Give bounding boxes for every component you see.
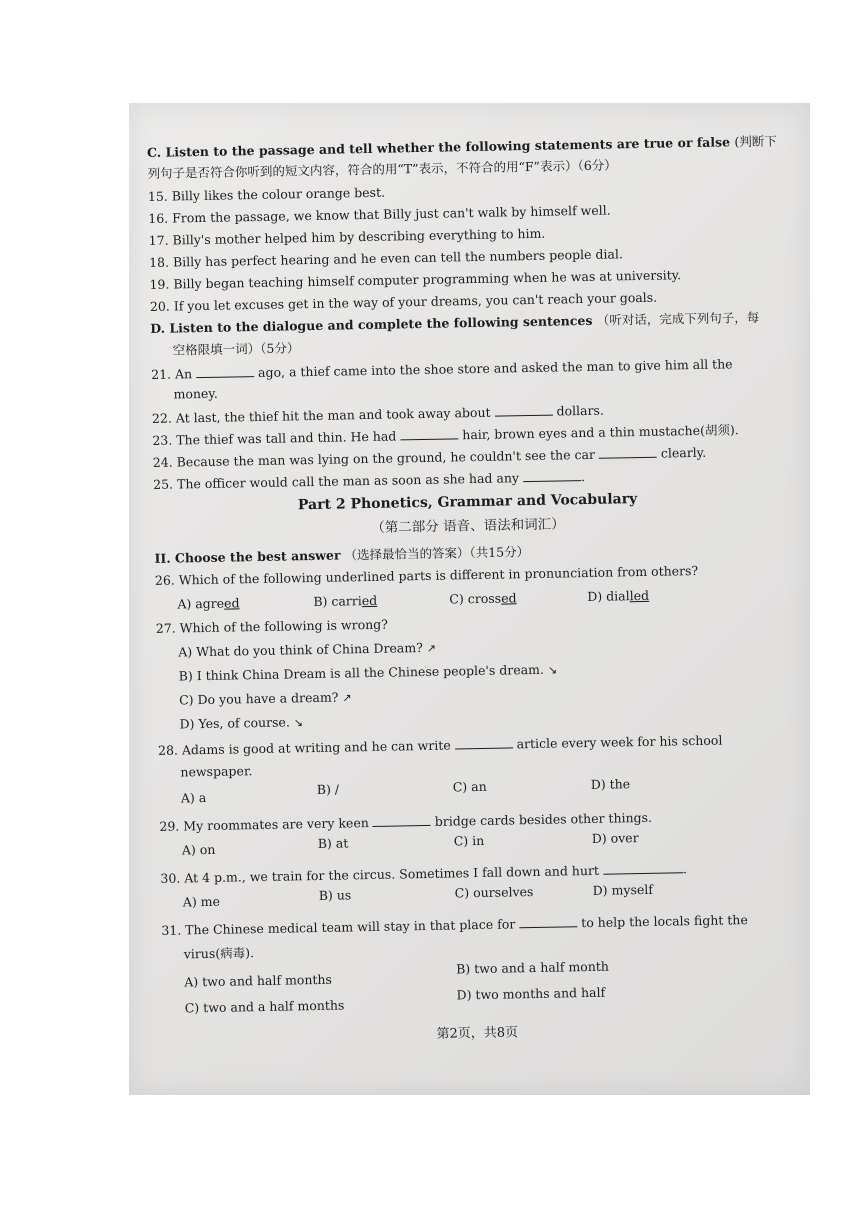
option-28-d[interactable]: D) the	[590, 776, 631, 792]
question-30: 30. At 4 p.m., we train for the circus. Sometimes I fall down and hurt .	[160, 861, 688, 886]
rising-intonation-icon: ↗	[342, 691, 352, 705]
option-26-b[interactable]: B) carried	[313, 592, 378, 610]
question-19: 19. Billy began teaching himself computer programming when he was at university.	[149, 267, 682, 292]
option-27-d[interactable]: D) Yes, of course. ↘	[179, 714, 304, 732]
section-ii-heading: II. Choose the best answer （选择最恰当的答案）（共15分）	[154, 544, 530, 566]
answer-blank[interactable]	[519, 915, 577, 928]
section-title: Listen to the passage and tell whether the following statements are true or false	[165, 134, 731, 160]
option-29-b[interactable]: B) at	[317, 835, 349, 851]
question-22: 22. At last, the thief hit the man and took away about dollars.	[151, 402, 604, 426]
question-31: 31. The Chinese medical team will stay in that place for to help the locals fight the	[161, 912, 748, 938]
section-c-heading	[147, 135, 777, 159]
option-29-a[interactable]: A) on	[181, 841, 216, 858]
option-29-c[interactable]: C) in	[453, 832, 485, 849]
option-28-b[interactable]: B) /	[316, 781, 340, 797]
question-15: 15. Billy likes the colour orange best.	[147, 184, 386, 204]
option-30-a[interactable]: A) me	[182, 893, 221, 910]
falling-intonation-icon: ↘	[293, 716, 304, 730]
section-d-heading: D. Listen to the dialogue and complete the following sentences （听对话，完成下列句子，每	[150, 309, 760, 336]
option-30-d[interactable]: D) myself	[592, 881, 654, 898]
question-29: 29. My roommates are very keen bridge cards besides other things.	[159, 809, 653, 834]
answer-blank[interactable]	[523, 469, 581, 482]
option-27-c[interactable]: C) Do you have a dream? ↗	[179, 689, 352, 708]
section-letter: C.	[146, 144, 162, 160]
exam-paper-photo	[129, 103, 810, 1095]
question-28-cont: newspaper.	[180, 763, 253, 780]
exam-page-content	[146, 133, 777, 1042]
question-18: 18. Billy has perfect hearing and he even can tell the numbers people dial.	[148, 246, 623, 270]
question-27: 27. Which of the following is wrong?	[155, 616, 389, 636]
option-28-a[interactable]: A) a	[180, 790, 207, 806]
question-21: 21. An ago, a thief came into the shoe store and asked the man to give him all the	[151, 356, 733, 382]
section-title-cn: (判断下	[734, 133, 777, 150]
rising-intonation-icon: ↗	[426, 641, 437, 655]
option-31-a[interactable]: A) two and half months	[184, 971, 333, 990]
question-21-cont: money.	[173, 385, 218, 402]
option-27-b[interactable]: B) I think China Dream is all the Chinese people's dream. ↘	[178, 661, 558, 684]
section-d-instruction: 空格限填一词）（5分）	[172, 340, 300, 358]
answer-blank[interactable]	[599, 446, 657, 459]
question-31-cont: virus(病毒).	[183, 945, 255, 962]
option-26-c[interactable]: C) crossed	[449, 590, 517, 607]
option-31-c[interactable]: C) two and a half months	[184, 997, 345, 1016]
question-16: 16. From the passage, we know that Billy just can't walk by himself well.	[148, 202, 611, 226]
question-20: 20. If you let excuses get in the way of your dreams, you can't reach your goals.	[149, 289, 658, 314]
option-26-a[interactable]: A) agreed	[177, 595, 240, 612]
option-29-d[interactable]: D) over	[591, 830, 639, 846]
question-26: 26. Which of the following underlined parts is different in pronunciation from others?	[154, 562, 699, 588]
answer-blank[interactable]	[196, 365, 254, 378]
part-2-subtitle: （第二部分 语音、语法和词汇）	[371, 516, 565, 536]
answer-blank[interactable]	[373, 814, 431, 827]
option-27-a[interactable]: A) What do you think of China Dream? ↗	[178, 640, 437, 660]
answer-blank[interactable]	[494, 404, 552, 417]
option-30-b[interactable]: B) us	[318, 887, 352, 903]
question-28: 28. Adams is good at writing and he can write article every week for his school	[157, 732, 723, 758]
section-c-instruction: 列句子是否符合你听到的短文内容，符合的用“T”表示，不符合的用“F”表示）（6分）	[147, 157, 617, 181]
option-30-c[interactable]: C) ourselves	[454, 884, 534, 901]
option-31-b[interactable]: B) two and a half month	[455, 958, 610, 977]
question-24: 24. Because the man was lying on the ground, he couldn't see the car clearly.	[152, 444, 707, 470]
answer-blank[interactable]	[400, 427, 458, 440]
option-26-d[interactable]: D) dialled	[587, 587, 650, 605]
option-31-d[interactable]: D) two months and half	[456, 984, 606, 1003]
part-2-title: Part 2 Phonetics, Grammar and Vocabulary	[297, 491, 638, 514]
question-25: 25. The officer would call the man as soon as she had any .	[153, 469, 586, 492]
option-28-c[interactable]: C) an	[452, 778, 487, 795]
falling-intonation-icon: ↘	[547, 663, 558, 677]
question-23: 23. The thief was tall and thin. He had hair, brown eyes and a thin mustache(胡须).	[152, 422, 739, 448]
answer-blank[interactable]	[455, 736, 513, 749]
answer-blank[interactable]	[603, 861, 683, 874]
question-17: 17. Billy's mother helped him by describing everything to him.	[148, 225, 546, 248]
page-number: 第2页，共8页	[436, 1025, 519, 1042]
